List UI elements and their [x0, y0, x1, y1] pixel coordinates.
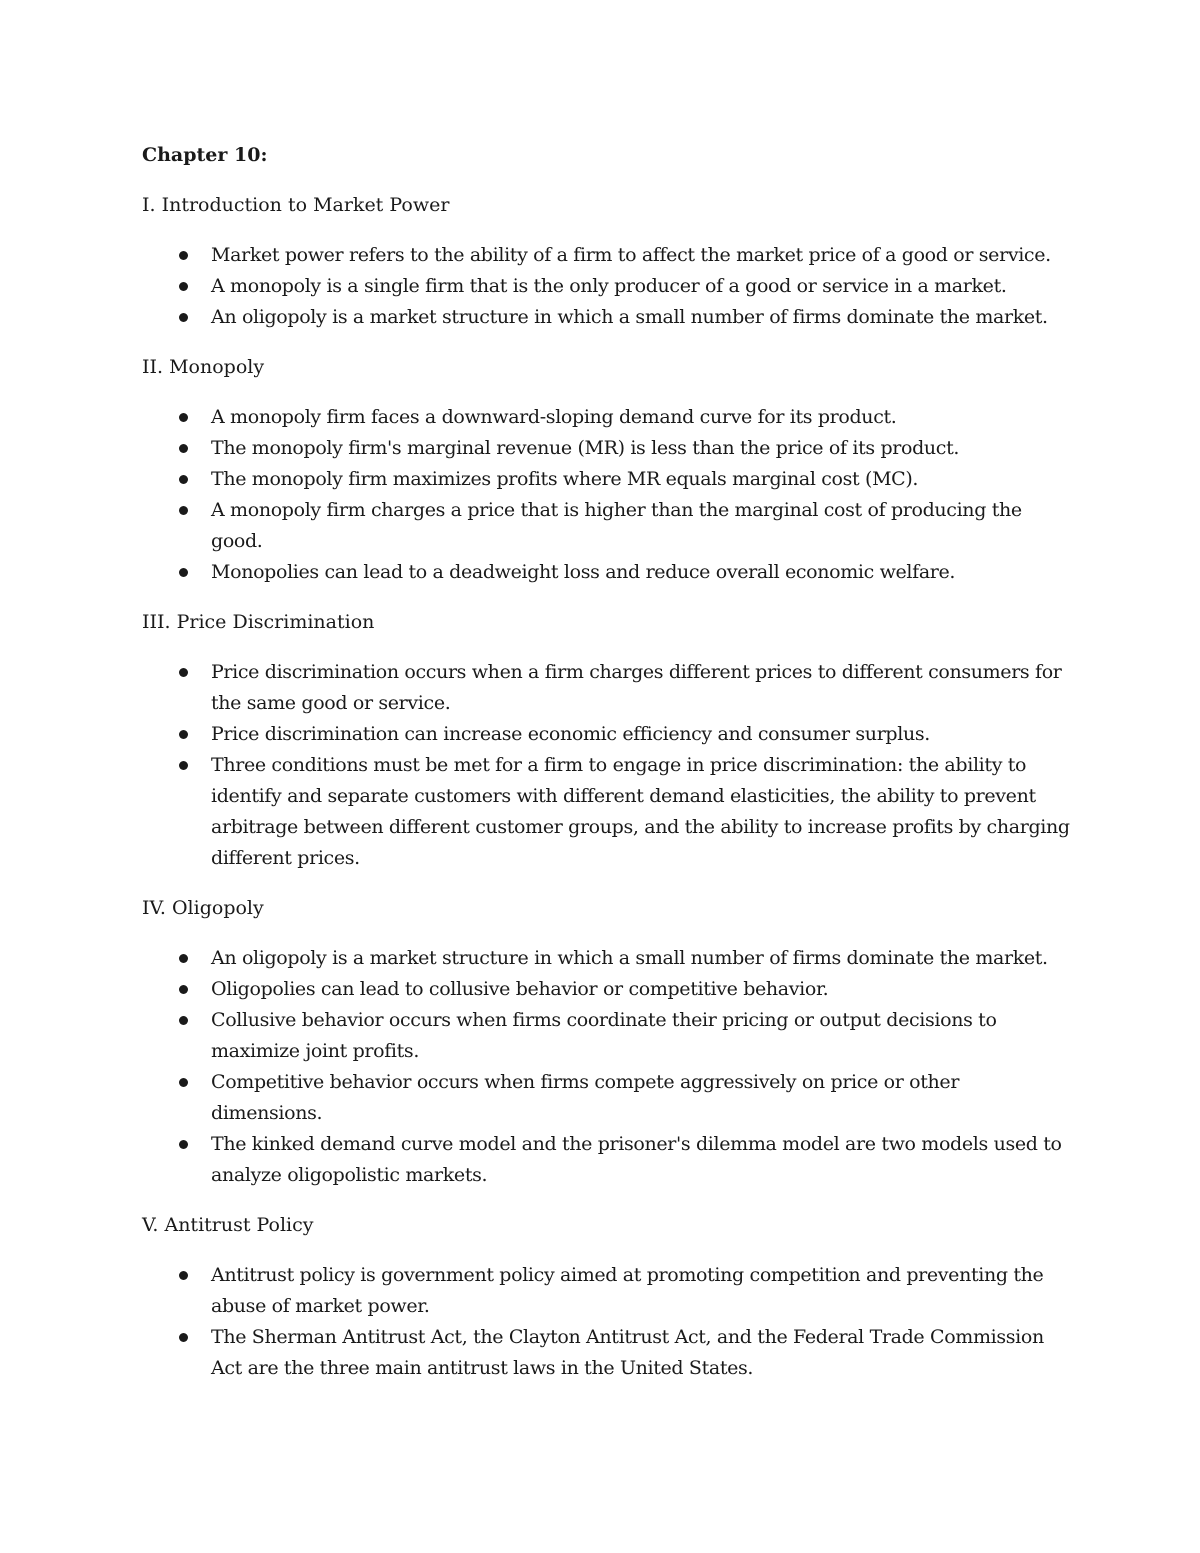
- list-item-text: The kinked demand curve model and the prisoner's dilemma model are two models used to analyze oligopolistic markets.: [211, 1133, 1062, 1186]
- document-content: [142, 140, 1072, 1403]
- list-item: [142, 1322, 1072, 1384]
- bullet-list: [142, 402, 1072, 588]
- list-item-text: Monopolies can lead to a deadweight loss and reduce overall economic welfare.: [211, 561, 956, 583]
- list-item-text: A monopoly firm faces a downward-sloping demand curve for its product.: [211, 406, 897, 428]
- bullet-icon: [179, 568, 188, 577]
- list-item: [142, 302, 1072, 333]
- list-item: [142, 557, 1072, 588]
- section-introduction: [142, 190, 1072, 333]
- bullet-icon: [179, 1016, 188, 1025]
- list-item-text: The Sherman Antitrust Act, the Clayton Antitrust Act, and the Federal Trade Commission Act are the three main antitrust laws in the United States.: [211, 1326, 1044, 1379]
- chapter-title: Chapter 10:: [142, 144, 268, 166]
- section-heading: III. Price Discrimination: [142, 611, 375, 633]
- list-item-text: Three conditions must be met for a firm to engage in price discrimination: the ability to identify and separate customers with different demand elasticities, the ability to prevent arbitrage between different customer groups, and the ability to increase profits by charging different prices.: [211, 754, 1070, 869]
- list-item: [142, 240, 1072, 271]
- bullet-list: [142, 657, 1072, 874]
- list-item: [142, 1067, 1072, 1129]
- bullet-icon: [179, 954, 188, 963]
- list-item-text: Price discrimination occurs when a firm charges different prices to different consumers for the same good or service.: [211, 661, 1062, 714]
- list-item-text: A monopoly firm charges a price that is higher than the marginal cost of producing the good.: [211, 499, 1022, 552]
- bullet-icon: [179, 506, 188, 515]
- list-item: [142, 495, 1072, 557]
- section-antitrust-policy: [142, 1210, 1072, 1384]
- section-price-discrimination: [142, 607, 1072, 874]
- list-item: [142, 433, 1072, 464]
- bullet-list: [142, 1260, 1072, 1384]
- list-item-text: Market power refers to the ability of a firm to affect the market price of a good or service.: [211, 244, 1051, 266]
- bullet-icon: [179, 282, 188, 291]
- bullet-icon: [179, 761, 188, 770]
- bullet-icon: [179, 251, 188, 260]
- list-item-text: The monopoly firm maximizes profits where MR equals marginal cost (MC).: [211, 468, 919, 490]
- list-item-text: The monopoly firm's marginal revenue (MR) is less than the price of its product.: [211, 437, 960, 459]
- list-item-text: A monopoly is a single firm that is the only producer of a good or service in a market.: [211, 275, 1007, 297]
- bullet-icon: [179, 1333, 188, 1342]
- list-item-text: Competitive behavior occurs when firms compete aggressively on price or other dimensions.: [211, 1071, 960, 1124]
- list-item: [142, 271, 1072, 302]
- list-item: [142, 464, 1072, 495]
- bullet-list: [142, 943, 1072, 1191]
- list-item-text: Collusive behavior occurs when firms coordinate their pricing or output decisions to maximize joint profits.: [211, 1009, 997, 1062]
- list-item-text: An oligopoly is a market structure in which a small number of firms dominate the market.: [211, 306, 1048, 328]
- bullet-icon: [179, 985, 188, 994]
- bullet-icon: [179, 444, 188, 453]
- list-item: [142, 719, 1072, 750]
- bullet-icon: [179, 475, 188, 484]
- bullet-icon: [179, 313, 188, 322]
- list-item-text: Price discrimination can increase economic efficiency and consumer surplus.: [211, 723, 930, 745]
- list-item-text: An oligopoly is a market structure in which a small number of firms dominate the market.: [211, 947, 1048, 969]
- section-heading: V. Antitrust Policy: [142, 1214, 314, 1236]
- bullet-icon: [179, 668, 188, 677]
- list-item-text: Antitrust policy is government policy aimed at promoting competition and preventing the abuse of market power.: [211, 1264, 1044, 1317]
- list-item-text: Oligopolies can lead to collusive behavior or competitive behavior.: [211, 978, 829, 1000]
- section-oligopoly: [142, 893, 1072, 1191]
- list-item: [142, 1129, 1072, 1191]
- list-item: [142, 750, 1072, 874]
- list-item: [142, 657, 1072, 719]
- list-item: [142, 974, 1072, 1005]
- bullet-list: [142, 240, 1072, 333]
- bullet-icon: [179, 413, 188, 422]
- list-item: [142, 943, 1072, 974]
- section-heading: II. Monopoly: [142, 356, 265, 378]
- section-monopoly: [142, 352, 1072, 588]
- bullet-icon: [179, 1140, 188, 1149]
- bullet-icon: [179, 1271, 188, 1280]
- section-heading: IV. Oligopoly: [142, 897, 264, 919]
- list-item: [142, 1260, 1072, 1322]
- list-item: [142, 1005, 1072, 1067]
- list-item: [142, 402, 1072, 433]
- section-heading: I. Introduction to Market Power: [142, 194, 450, 216]
- bullet-icon: [179, 730, 188, 739]
- bullet-icon: [179, 1078, 188, 1087]
